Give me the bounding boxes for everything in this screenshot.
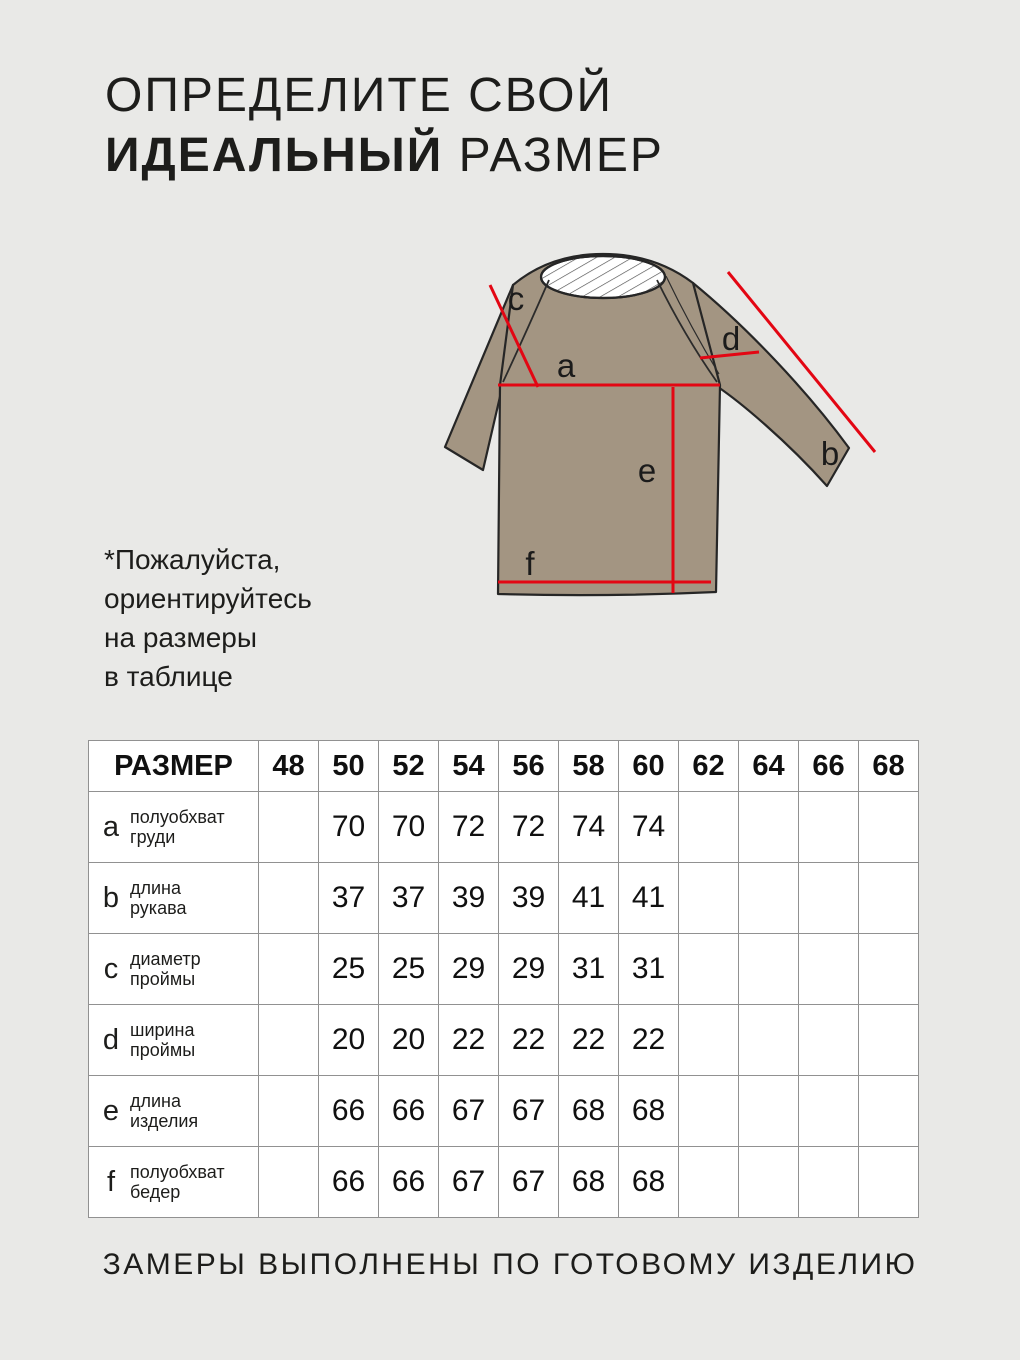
value-cell: 25 [319,934,379,1005]
row-label [89,1091,258,1131]
title-line-1: ОПРЕДЕЛИТЕ СВОЙ [105,69,613,122]
size-col-52: 52 [379,741,439,792]
value-cell: 22 [559,1005,619,1076]
row-desc-line1: длина [130,1091,182,1111]
value-cell: 22 [619,1005,679,1076]
value-cell: 70 [379,792,439,863]
table-header-row [89,741,919,792]
value-cell [799,1076,859,1147]
row-desc [130,949,201,989]
note-line: в таблице [104,661,233,692]
value-cell [679,1147,739,1218]
measure-label-a: a [556,347,576,384]
value-cell: 41 [559,863,619,934]
value-cell: 31 [619,934,679,1005]
value-cell: 66 [319,1076,379,1147]
value-cell [739,934,799,1005]
row-desc [130,1091,198,1131]
footer-note: ЗАМЕРЫ ВЫПОЛНЕНЫ ПО ГОТОВОМУ ИЗДЕЛИЮ [102,1248,918,1281]
row-desc-line1: длина [130,878,182,898]
value-cell [679,1005,739,1076]
row-desc-line2: рукава [130,898,187,918]
value-cell: 68 [559,1147,619,1218]
measure-label-c: c [507,280,525,317]
row-desc-line1: полуобхват [130,1162,225,1182]
value-cell: 67 [499,1076,559,1147]
neckline-hatch [541,256,665,298]
row-desc-line1: полуобхват [130,807,225,827]
size-col-48: 48 [259,741,319,792]
measure-row-a [89,792,919,863]
page-title [105,66,664,186]
value-cell [799,934,859,1005]
value-cell: 68 [619,1076,679,1147]
value-cell: 25 [379,934,439,1005]
row-letter: e [102,1094,120,1127]
value-cell: 66 [379,1147,439,1218]
value-cell [859,1005,919,1076]
value-cell: 29 [439,934,499,1005]
value-cell: 20 [379,1005,439,1076]
row-desc-line2: проймы [130,1040,196,1060]
value-cell: 68 [619,1147,679,1218]
row-label [89,807,258,847]
value-cell [859,934,919,1005]
row-letter: c [103,952,119,985]
row-label-cell [89,792,259,863]
note-line: ориентируйтесь [104,583,312,614]
value-cell: 20 [319,1005,379,1076]
measure-label-e: e [637,452,657,489]
value-cell [679,863,739,934]
measure-row-b [89,863,919,934]
row-label-cell [89,1005,259,1076]
size-table [88,740,919,1218]
value-cell: 67 [499,1147,559,1218]
row-desc-line2: груди [130,827,176,847]
value-cell: 72 [439,792,499,863]
size-col-54: 54 [439,741,499,792]
size-col-64: 64 [739,741,799,792]
value-cell: 68 [559,1076,619,1147]
measure-row-e [89,1076,919,1147]
row-label-cell [89,934,259,1005]
row-desc [130,1020,195,1060]
measure-label-d: d [721,320,741,357]
value-cell: 22 [499,1005,559,1076]
size-header-label: РАЗМЕР [89,741,259,792]
row-letter: f [106,1165,116,1198]
size-col-56: 56 [499,741,559,792]
row-letter: a [102,810,120,843]
value-cell [259,934,319,1005]
measure-row-d [89,1005,919,1076]
value-cell: 70 [319,792,379,863]
value-cell: 37 [319,863,379,934]
row-desc [130,1162,225,1202]
value-cell [739,792,799,863]
value-cell: 31 [559,934,619,1005]
value-cell [859,1076,919,1147]
garment-body [498,254,720,595]
row-desc-line1: ширина [130,1020,195,1040]
row-desc [130,878,186,918]
row-label-cell [89,1147,259,1218]
value-cell [859,863,919,934]
title-line-2-rest: РАЗМЕР [458,129,664,182]
value-cell: 67 [439,1076,499,1147]
row-desc-line2: проймы [130,969,196,989]
value-cell: 74 [559,792,619,863]
value-cell [679,1076,739,1147]
value-cell: 39 [499,863,559,934]
size-col-66: 66 [799,741,859,792]
size-col-58: 58 [559,741,619,792]
value-cell: 22 [439,1005,499,1076]
value-cell: 41 [619,863,679,934]
title-emphasis: ИДЕАЛЬНЫЙ [105,129,444,182]
row-desc [130,807,225,847]
value-cell [799,792,859,863]
value-cell [859,1147,919,1218]
value-cell: 72 [499,792,559,863]
value-cell [799,1147,859,1218]
row-label [89,878,258,918]
note-line: *Пожалуйста, [104,544,281,575]
value-cell: 66 [319,1147,379,1218]
title-line-2 [105,126,664,186]
value-cell [259,863,319,934]
value-cell: 66 [379,1076,439,1147]
value-cell [859,792,919,863]
value-cell [799,863,859,934]
row-desc-line1: диаметр [130,949,201,969]
value-cell [799,1005,859,1076]
table-note [104,540,312,696]
row-label-cell [89,1076,259,1147]
value-cell [259,1005,319,1076]
value-cell [259,1076,319,1147]
measure-label-b: b [820,435,840,472]
value-cell: 74 [619,792,679,863]
value-cell [259,792,319,863]
size-col-62: 62 [679,741,739,792]
value-cell: 67 [439,1147,499,1218]
measure-row-f [89,1147,919,1218]
value-cell [739,1076,799,1147]
row-label [89,1162,258,1202]
row-letter: b [102,881,120,914]
note-line: на размеры [104,622,258,653]
row-desc-line2: бедер [130,1182,181,1202]
value-cell [739,1005,799,1076]
measure-label-f: f [525,545,535,582]
value-cell: 39 [439,863,499,934]
value-cell [739,1147,799,1218]
row-label [89,1020,258,1060]
value-cell: 37 [379,863,439,934]
value-cell [679,792,739,863]
value-cell: 29 [499,934,559,1005]
row-label [89,949,258,989]
size-col-50: 50 [319,741,379,792]
size-col-68: 68 [859,741,919,792]
measure-row-c [89,934,919,1005]
row-letter: d [102,1023,120,1056]
garment-diagram [428,240,898,612]
size-col-60: 60 [619,741,679,792]
value-cell [679,934,739,1005]
value-cell [739,863,799,934]
row-label-cell [89,863,259,934]
row-desc-line2: изделия [130,1111,199,1131]
value-cell [259,1147,319,1218]
